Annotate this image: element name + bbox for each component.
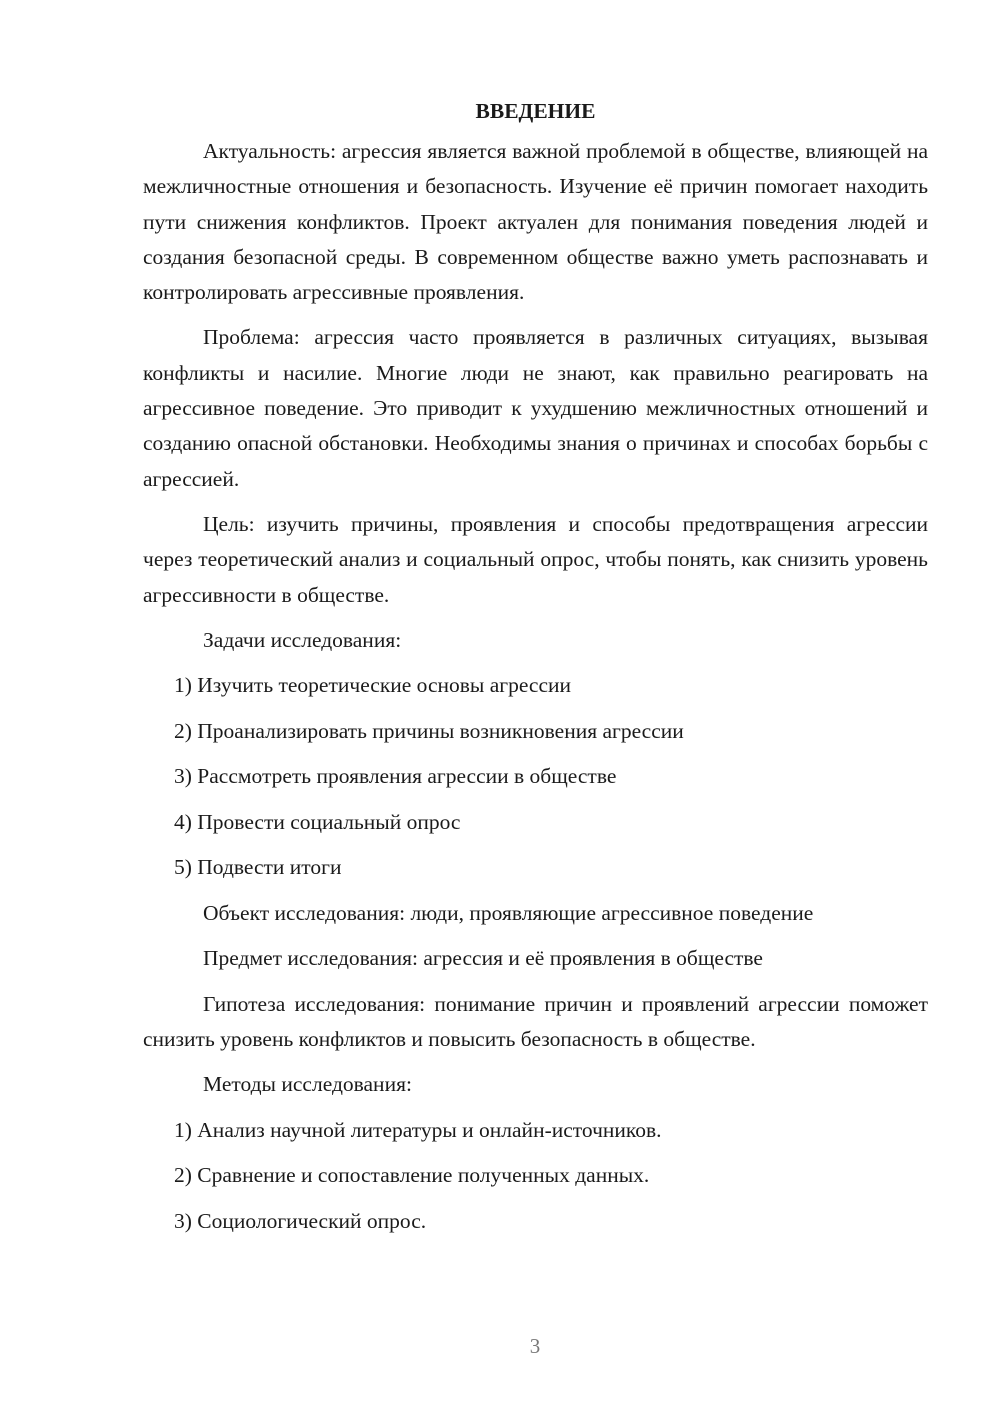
list-item: 5) Подвести итоги <box>174 855 342 880</box>
methods-heading: Методы исследования: <box>203 1072 412 1097</box>
list-item: 4) Провести социальный опрос <box>174 809 461 834</box>
problem-paragraph: Проблема: агрессия часто проявляется в различных ситуациях, вызывая конфликты и насилие. Многие люди не знают, как правильно реагировать на агрессивное поведение. Это приводит к ухудшению межличностных отношений и созданию опасной обстановки. Необходимы знания о причинах и способах борьбы с агрессией. <box>143 325 928 491</box>
list-item: 1) Анализ научной литературы и онлайн-источников. <box>174 1117 662 1142</box>
methods-list <box>143 1113 928 1239</box>
list-item: 2) Сравнение и сопоставление полученных данных. <box>174 1163 650 1188</box>
tasks-list <box>143 668 928 885</box>
page-content <box>143 94 928 1249</box>
list-item: 2) Проанализировать причины возникновения агрессии <box>174 718 684 743</box>
research-object: Объект исследования: люди, проявляющие агрессивное поведение <box>203 900 814 925</box>
tasks-heading: Задачи исследования: <box>203 627 402 652</box>
list-item: 3) Рассмотреть проявления агрессии в обществе <box>174 764 617 789</box>
relevance-paragraph: Актуальность: агрессия является важной проблемой в обществе, влияющей на межличностные отношения и безопасность. Изучение её причин помогает находить пути снижения конфликтов. Проект актуален для понимания поведения людей и создания безопасной среды. В современном обществе важно уметь распознавать и контролировать агрессивные проявления. <box>143 139 928 305</box>
hypothesis-paragraph: Гипотеза исследования: понимание причин и проявлений агрессии поможет снизить уровень конфликтов и повысить безопасность в обществе. <box>143 991 928 1052</box>
list-item: 3) Социологический опрос. <box>174 1208 427 1233</box>
page-number: 3 <box>529 1334 541 1358</box>
list-item: 1) Изучить теоретические основы агрессии <box>174 673 572 698</box>
goal-paragraph: Цель: изучить причины, проявления и способы предотвращения агрессии через теоретический анализ и социальный опрос, чтобы понять, как снизить уровень агрессивности в обществе. <box>143 511 928 607</box>
research-subject: Предмет исследования: агрессия и её проявления в обществе <box>203 946 763 971</box>
page-title: ВВЕДЕНИЕ <box>475 99 596 123</box>
